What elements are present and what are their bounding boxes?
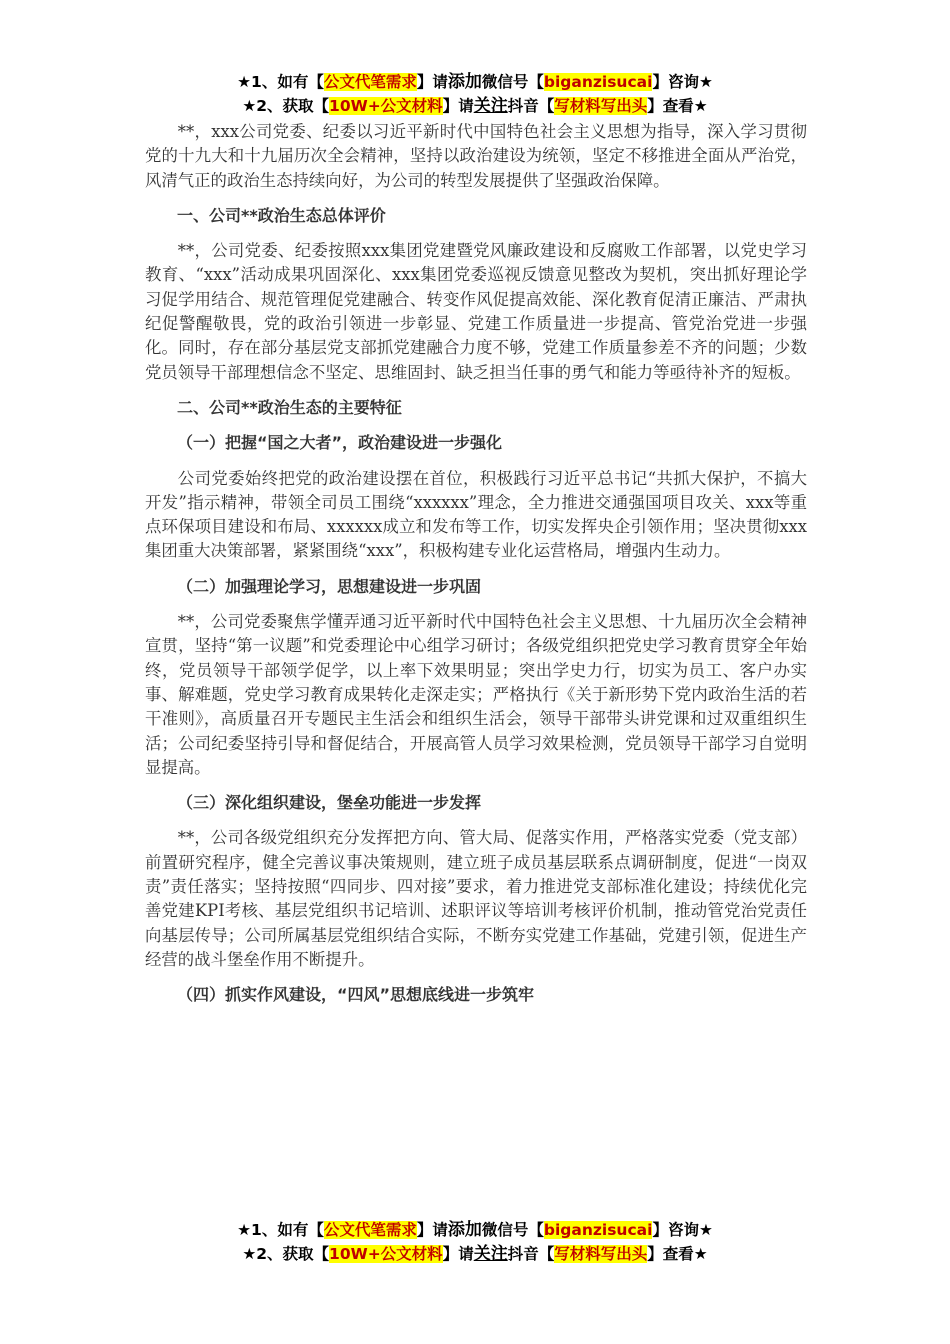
promo-text: ★2、获取【: [242, 97, 330, 115]
promo-text: 】咨询★: [652, 73, 713, 91]
subsection-heading-4: （四）抓实作风建设，“四风”思想底线进一步筑牢: [177, 985, 535, 1005]
promo-text: 抖音【: [507, 1245, 555, 1263]
paragraph-theory: **，公司党委聚焦学懂弄通习近平新时代中国特色社会主义思想、十九届历次全会精神宣贯，坚持“第一议题”和党委理论中心组学习研讨；各级党组织把党史学习教育贯穿全年始终，党员领导干部领学促学，以上率下效果明显；突出学史力行，切实为员工、客户办实事、解难题，党史学习教育成果转化走深走实；严格执行《关于新形势下党内政治生活的若干准则》，高质量召开专题民主生活会和组织生活会，领导干部带头讲党课和过双重组织生活；公司纪委坚持引导和督促结合，开展高管人员学习效果检测，党员领导干部学习自觉明显提高。: [145, 612, 807, 777]
promo-text: 】请: [416, 73, 448, 91]
promo-wechat-id: biganzisucai: [543, 73, 653, 91]
promo-text: 】请: [416, 1221, 448, 1239]
section-heading-1: 一、公司**政治生态总体评价: [177, 205, 386, 225]
intro-paragraph: **，xxx公司党委、纪委以习近平新时代中国特色社会主义思想为指导，深入学习贯彻党的十九大和十九届历次全会精神，坚持以政治建设为统领，坚定不移推进全面从严治党，风清气正的政治生态持续向好，为公司的转型发展提供了坚强政治保障。: [145, 122, 807, 190]
document-body: [145, 120, 807, 1019]
paragraph-political: 公司党委始终把党的政治建设摆在首位，积极践行习近平总书记“共抓大保护，不搞大开发”指示精神，带领全司员工围绕“xxxxxx”理念，全力推进交通强国项目攻关、xxx等重点环保项目建设和布局、xxxxxx成立和发布等工作，切实发挥央企引领作用；坚决贯彻xxx集团重大决策部署，紧紧围绕“xxx”，积极构建专业化运营格局，增强内生动力。: [145, 468, 807, 561]
section-heading-2: 二、公司**政治生态的主要特征: [177, 397, 402, 417]
promo-footer: [0, 1218, 950, 1266]
promo-douyin-id: 写材料写出头: [554, 97, 648, 115]
promo-text: 】查看★: [647, 97, 708, 115]
promo-line-2: [0, 1242, 950, 1266]
promo-line-1: [0, 70, 950, 94]
promo-douyin-id: 写材料写出头: [554, 1245, 648, 1263]
subsection-heading-3: （三）深化组织建设，堡垒功能进一步发挥: [177, 793, 482, 813]
promo-highlight: 公文代笔需求: [323, 73, 417, 91]
promo-text: 】咨询★: [652, 1221, 713, 1239]
promo-header: [0, 70, 950, 118]
promo-text: ★1、如有【: [237, 1221, 324, 1239]
promo-text: 添加: [447, 1220, 482, 1240]
promo-text: 抖音【: [507, 97, 555, 115]
promo-text: 】请: [442, 1245, 474, 1263]
paragraph-organization: **，公司各级党组织充分发挥把方向、管大局、促落实作用，严格落实党委（党支部）前置研究程序，健全完善议事决策规则，建立班子成员基层联系点调研制度，促进“一岗双责”责任落实；坚持按照“四同步、四对接”要求，着力推进党支部标准化建设；持续优化完善党建KPI考核、基层党组织书记培训、述职评议等培训考核评价机制，推动管党治党责任向基层传导；公司所属基层党组织结合实际，不断夯实党建工作基础，党建引领，促进生产经营的战斗堡垒作用不断提升。: [145, 828, 807, 969]
subsection-heading-2: （二）加强理论学习，思想建设进一步巩固: [177, 576, 482, 596]
promo-highlight: 10W+公文材料: [329, 1245, 443, 1263]
promo-line-2: [0, 94, 950, 118]
promo-text: 微信号【: [481, 1221, 544, 1239]
promo-text: 】查看★: [647, 1245, 708, 1263]
promo-text: 关注: [473, 96, 508, 116]
promo-text: ★2、获取【: [242, 1245, 330, 1263]
promo-highlight: 10W+公文材料: [329, 97, 443, 115]
paragraph-evaluation: **，公司党委、纪委按照xxx集团党建暨党风廉政建设和反腐败工作部署，以党史学习教育、“xxx”活动成果巩固深化、xxx集团党委巡视反馈意见整改为契机，突出抓好理论学习促学用结合、规范管理促党建融合、转变作风促提高效能、深化教育促清正廉洁、严肃执纪促警醒敬畏，党的政治引领进一步彰显、党建工作质量进一步提高、管党治党进一步强化。同时，存在部分基层党支部抓党建融合力度不够，党建工作质量参差不齐的问题；少数党员领导干部理想信念不坚定、思维固封、缺乏担当任事的勇气和能力等亟待补齐的短板。: [145, 241, 807, 382]
promo-highlight: 公文代笔需求: [323, 1221, 417, 1239]
promo-line-1: [0, 1218, 950, 1242]
promo-wechat-id: biganzisucai: [543, 1221, 653, 1239]
promo-text: ★1、如有【: [237, 73, 324, 91]
promo-text: 微信号【: [481, 73, 544, 91]
promo-text: 】请: [442, 97, 474, 115]
subsection-heading-1: （一）把握“国之大者”，政治建设进一步强化: [177, 433, 503, 453]
promo-text: 添加: [447, 72, 482, 92]
promo-text: 关注: [473, 1244, 508, 1264]
